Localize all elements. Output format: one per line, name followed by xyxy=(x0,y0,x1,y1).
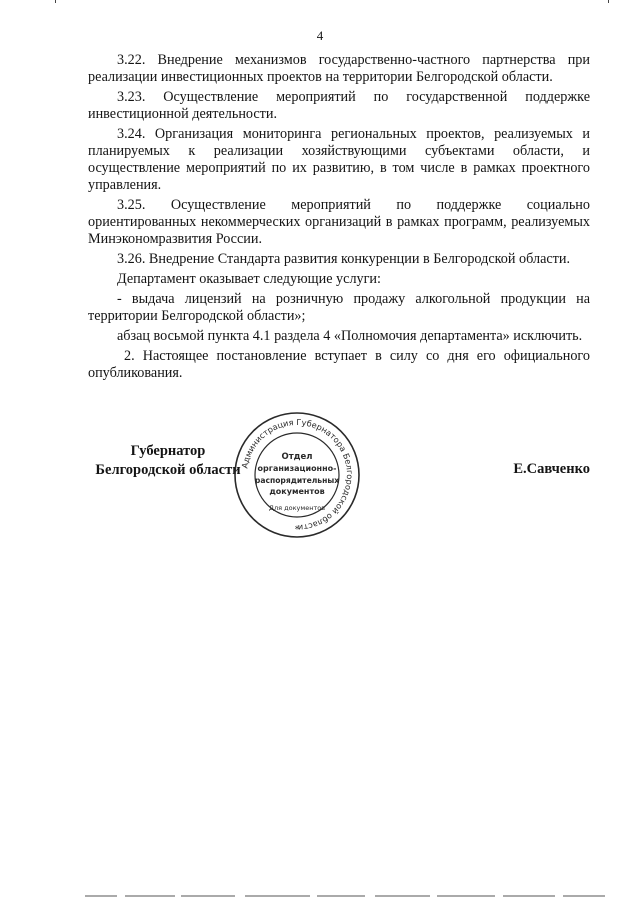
paragraph-3-22: 3.22. Внедрение механизмов государственно-частного партнерства при реализации инвестиционных проектов на территории Белгородской области. xyxy=(88,52,590,85)
scan-edge-mark xyxy=(608,0,609,3)
stamp-center-line-2: организационно- xyxy=(257,464,337,473)
paragraph-3-23: 3.23. Осуществление мероприятий по государственной поддержке инвестиционной деятельности. xyxy=(88,89,590,122)
signatory-title-line1: Губернатор xyxy=(130,443,206,459)
stamp-bottom-text: Для документов xyxy=(268,504,326,512)
signatory-title xyxy=(88,442,248,480)
paragraph-3-26: 3.26. Внедрение Стандарта развития конкуренции в Белгородской области. xyxy=(117,251,571,267)
signatory-name: Е.Савченко xyxy=(513,461,590,477)
stamp-outer-text: Администрация Губернатора Белгородской области xyxy=(239,416,356,534)
document-body xyxy=(88,52,590,385)
paragraph-services-item: - выдача лицензий на розничную продажу алкогольной продукции на территории Белгородской области»; xyxy=(88,291,590,324)
stamp-center-line-1: Отдел xyxy=(281,452,313,462)
paragraph-3-24: 3.24. Организация мониторинга региональных проектов, реализуемых и планируемых к реализации хозяйствующими субъектами области, и осуществление мероприятий по их развитию, в том числе в рамках проектного управления. xyxy=(88,126,590,193)
paragraph-abzac: абзац восьмой пункта 4.1 раздела 4 «Полномочия департамента» исключить. xyxy=(117,328,583,344)
paragraph-3-25: 3.25. Осуществление мероприятий по поддержке социально ориентированных некоммерческих организаций в рамках программ, реализуемых Минэкономразвития России. xyxy=(88,197,590,247)
official-stamp xyxy=(232,410,362,540)
page-number: 4 xyxy=(316,28,324,43)
paragraph-effective-date: 2. Настоящее постановление вступает в силу со дня его официального опубликования. xyxy=(88,348,590,381)
signatory-title-line2: Белгородской области xyxy=(95,462,241,478)
star-icon: * xyxy=(294,525,300,535)
bottom-scan-rule xyxy=(85,893,605,899)
paragraph-services-intro: Департамент оказывает следующие услуги: xyxy=(117,271,381,287)
stamp-center-line-3: распорядительных xyxy=(254,476,340,485)
stamp-center-line-4: документов xyxy=(269,487,325,496)
stamp-outer-ring xyxy=(235,413,359,537)
scan-edge-mark xyxy=(55,0,56,3)
